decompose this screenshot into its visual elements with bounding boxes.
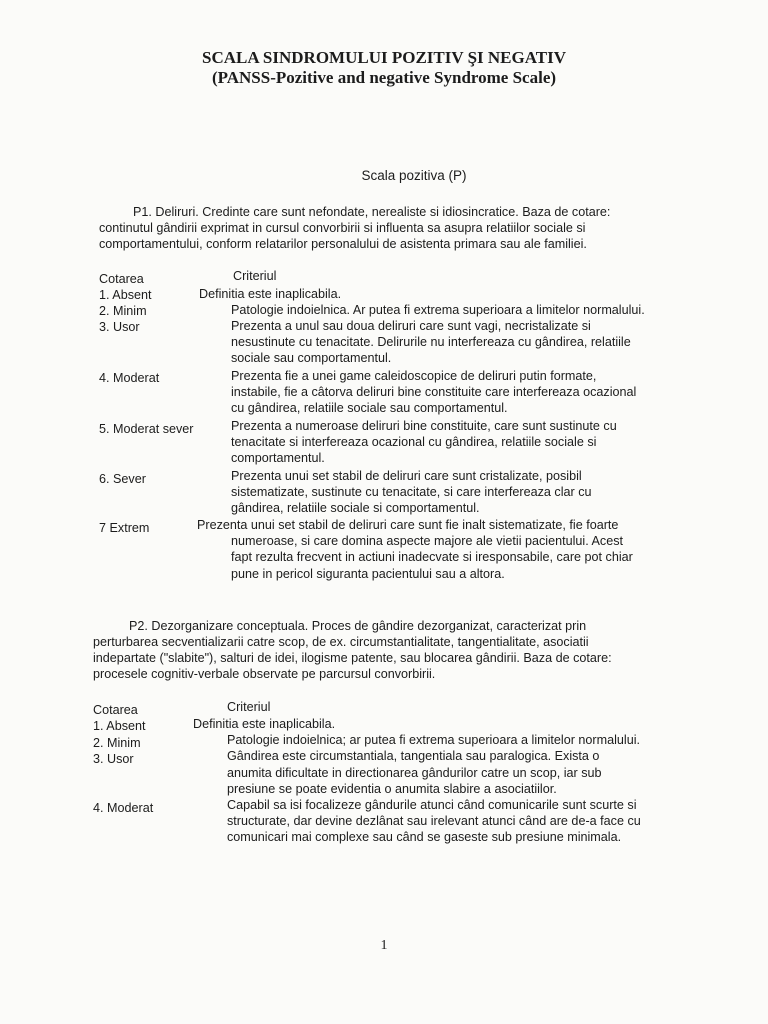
p2-item-label: 1. Absent xyxy=(93,719,146,733)
p2-item-text: presiune se poate evidentia o anumita slabire a asociatiilor. xyxy=(227,782,557,796)
p2-col-criteriul: Criteriul xyxy=(227,700,271,714)
p2-item-text: Gândirea este circumstantiala, tangentiala sau paralogica. Exista o xyxy=(227,749,600,763)
p2-item-text: comunicari mai complexe sau când se gaseste sub presiune minimala. xyxy=(227,830,622,844)
title-block xyxy=(0,48,768,88)
p1-item-text: gândirea, relatiile sociale si comportamentul. xyxy=(231,501,480,515)
p2-intro-line-2: perturbarea secventializarii catre scop, de ex. circumstantialitate, tangentialitate, asociatii xyxy=(93,635,589,649)
p1-item-label: 1. Absent xyxy=(99,288,152,302)
p1-item-text: pune in pericol siguranta pacientului sau a altora. xyxy=(231,567,505,581)
p2-col-cotarea: Cotarea xyxy=(93,703,138,717)
p1-item-text: Definitia este inaplicabila. xyxy=(199,287,342,301)
p2-item-text: anumita dificultate in directionarea gândurilor catre un scop, iar sub xyxy=(227,766,602,780)
p1-item-label: 7 Extrem xyxy=(99,521,150,535)
p2-item-text: Patologie indoielnica; ar putea fi extrema superioara a limitelor normalului. xyxy=(227,733,641,747)
p2-intro-line-4: procesele cognitiv-verbale observate pe parcursul convorbirii. xyxy=(93,667,436,681)
p2-item-text: Capabil sa isi focalizeze gândurile atunci când comunicarile sunt scurte si xyxy=(227,798,637,812)
p2-item-label: 3. Usor xyxy=(93,752,134,766)
p1-col-cotarea: Cotarea xyxy=(99,272,144,286)
p2-item-text: structurate, dar devine dezlânat sau irelevant atunci când are de-a face cu xyxy=(227,814,641,828)
p1-col-criteriul: Criteriul xyxy=(233,269,277,283)
p1-item-text: Prezenta a numeroase deliruri bine constituite, care sunt sustinute cu xyxy=(231,419,617,433)
p1-item-label: 5. Moderat sever xyxy=(99,422,194,436)
page-number: 1 xyxy=(380,938,388,953)
p1-item-text: comportamentul. xyxy=(231,451,325,465)
p2-item-label: 4. Moderat xyxy=(93,801,154,815)
p1-intro-line-1: P1. Deliruri. Credinte care sunt nefondate, nerealiste si idiosincratice. Baza de cotare: xyxy=(133,205,611,219)
p2-intro-line-1: P2. Dezorganizare conceptuala. Proces de gândire dezorganizat, caracterizat prin xyxy=(129,619,587,633)
p2-intro-line-3: indepartate ("slabite"), salturi de idei, ilogisme patente, sau blocarea gândirii. Baza de cotare: xyxy=(93,651,612,665)
p1-item-label: 4. Moderat xyxy=(99,371,160,385)
p1-item-text: fapt rezulta frecvent in actiuni inadecvate si iresponsabile, care pot chiar xyxy=(231,550,633,564)
p1-item-text: Prezenta fie a unei game caleidoscopice de deliruri putin formate, xyxy=(231,369,597,383)
p1-intro-line-3: comportamentului, conform relatarilor personalului de asistenta primara sau ale familiei. xyxy=(99,237,587,251)
p1-item-text: instabile, fie a câtorva deliruri bine constituite care interfereaza ocazional xyxy=(231,385,637,399)
document-subtitle: (PANSS-Pozitive and negative Syndrome Scale) xyxy=(211,68,557,87)
p2-item-text: Definitia este inaplicabila. xyxy=(193,717,336,731)
p1-item-text: Prezenta a unul sau doua deliruri care sunt vagi, necristalizate si xyxy=(231,319,591,333)
scale-heading: Scala pozitiva (P) xyxy=(361,168,467,183)
p1-intro-line-2: continutul gândirii exprimat in cursul convorbirii si influenta sa asupra relatiilor sociale si xyxy=(99,221,586,235)
p1-item-text: sociale sau comportamentul. xyxy=(231,351,392,365)
p1-item-text: nesustinute cu tenacitate. Delirurile nu interfereaza cu gândirea, relatiile xyxy=(231,335,631,349)
p1-item-label: 2. Minim xyxy=(99,304,147,318)
p1-item-label: 6. Sever xyxy=(99,472,146,486)
p1-item-text: cu gândirea, relatiile sociale sau comportamentul. xyxy=(231,401,508,415)
p1-item-text: Prezenta unui set stabil de deliruri care sunt cristalizate, posibil xyxy=(231,469,582,483)
document-title: SCALA SINDROMULUI POZITIV ŞI NEGATIV xyxy=(201,48,566,67)
p1-item-text: Patologie indoielnica. Ar putea fi extrema superioara a limitelor normalului. xyxy=(231,303,645,317)
p2-item-label: 2. Minim xyxy=(93,736,141,750)
p1-item-text: sistematizate, sustinute cu tenacitate, si care interfereaza clar cu xyxy=(231,485,592,499)
p1-item-text: Prezenta unui set stabil de deliruri care sunt fie inalt sistematizate, fie foarte xyxy=(197,518,619,532)
p1-item-text: numeroase, si care domina aspecte majore ale vietii pacientului. Acest xyxy=(231,534,624,548)
p1-item-text: tenacitate si interfereaza ocazional cu gândirea, relatiile sociale si xyxy=(231,435,597,449)
p1-item-label: 3. Usor xyxy=(99,320,140,334)
